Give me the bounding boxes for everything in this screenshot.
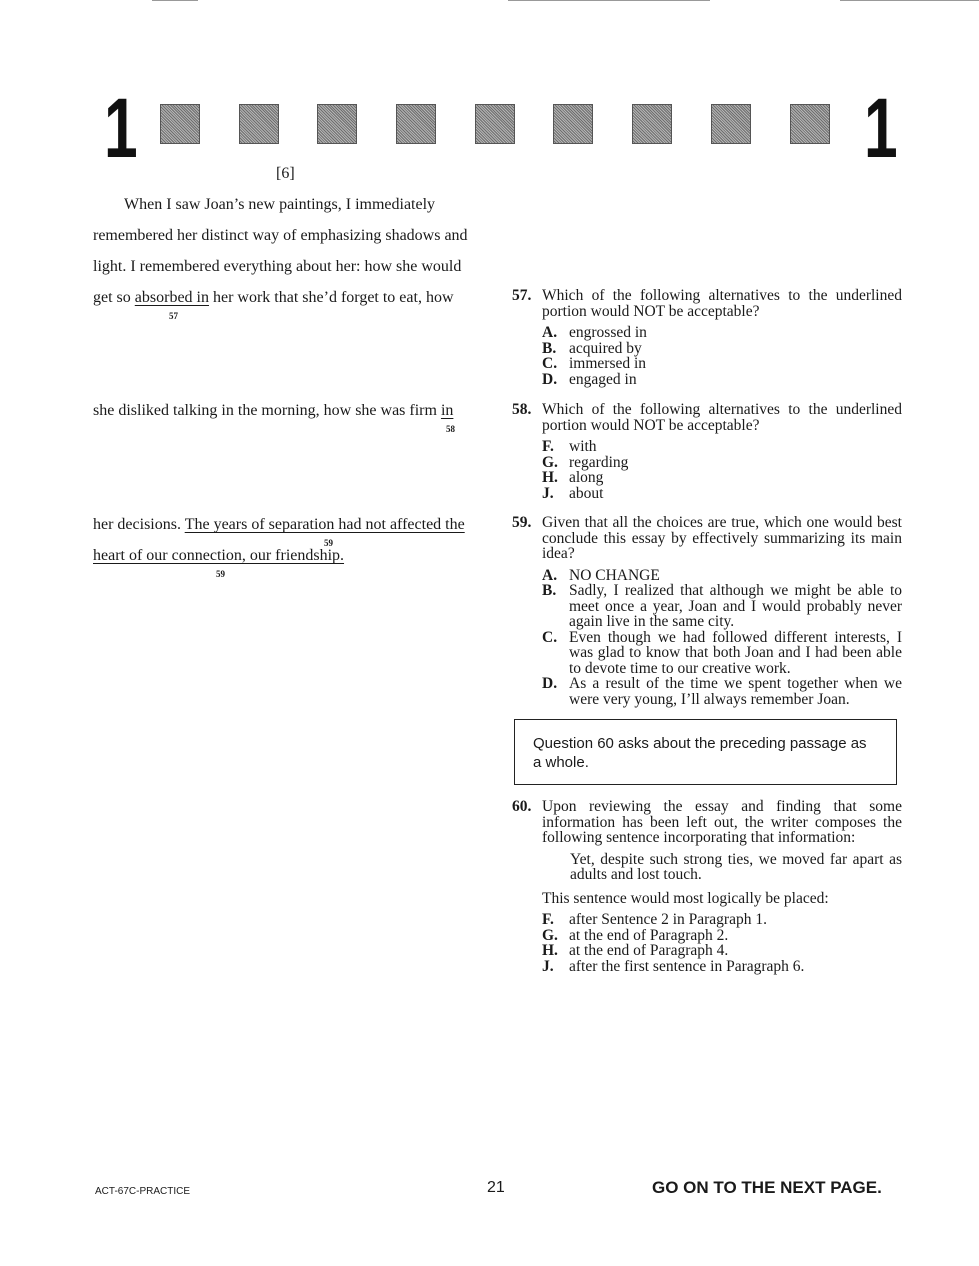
passage-text: her decisions. — [93, 516, 185, 533]
answer-option[interactable] — [542, 356, 902, 372]
option-letter: J. — [542, 484, 554, 502]
header-block — [711, 104, 751, 144]
option-text: with — [569, 438, 597, 455]
option-letter: G. — [542, 453, 558, 471]
option-letter: H. — [542, 942, 558, 959]
passage-line-2: remembered her distinct way of emphasizing shadows and — [93, 227, 468, 244]
passage-whole-notice: Question 60 asks about the preceding passage as a whole. — [514, 719, 897, 785]
option-text: about — [569, 484, 604, 502]
question-60 — [512, 799, 902, 974]
answer-option[interactable] — [542, 372, 902, 388]
underlined-portion-58: in — [440, 402, 454, 419]
section-number-left: 1 — [104, 81, 138, 175]
option-letter: D. — [542, 675, 558, 692]
underline-marker-57: 57 — [169, 311, 178, 321]
question-stem: Which of the following alternatives to the underlined portion would NOT be acceptable? — [542, 401, 902, 434]
option-letter: A. — [542, 566, 558, 584]
answer-option[interactable] — [542, 676, 902, 707]
header-block — [475, 104, 515, 144]
header-block — [239, 104, 279, 144]
answer-option[interactable] — [542, 341, 902, 357]
answer-option[interactable] — [542, 470, 902, 486]
option-letter: J. — [542, 957, 554, 975]
inserted-sentence: Yet, despite such strong ties, we moved far apart as adults and lost touch. — [570, 850, 902, 883]
answer-option[interactable] — [542, 439, 902, 455]
header-block — [553, 104, 593, 144]
underlined-portion-59: The years of separation had not affected the — [184, 516, 465, 533]
question-number: 58. — [512, 401, 532, 418]
question-number: 59. — [512, 514, 532, 531]
answer-option[interactable] — [542, 943, 902, 959]
underline-marker-59: 59 — [216, 569, 225, 579]
top-rule-middle — [508, 0, 710, 1]
option-text: Even though we had followed different interests, I was glad to know that both Joan and I had been able to devote time to our creative work. — [569, 628, 902, 677]
question-stem: Given that all the choices are true, which one would best conclude this essay by effectively summarizing its main idea? — [542, 514, 902, 562]
option-letter: D. — [542, 370, 558, 388]
option-letter: F. — [542, 911, 554, 928]
option-text: acquired by — [569, 339, 642, 357]
question-number: 60. — [512, 798, 532, 815]
answer-option[interactable] — [542, 928, 902, 944]
header-block — [790, 104, 830, 144]
header-block — [396, 104, 436, 144]
answer-option[interactable] — [542, 486, 902, 502]
option-text: at the end of Paragraph 4. — [569, 942, 729, 959]
next-page-notice: GO ON TO THE NEXT PAGE. — [652, 1178, 882, 1197]
question-57 — [512, 288, 902, 387]
answer-option[interactable] — [542, 959, 902, 975]
question-59 — [512, 515, 902, 707]
option-letter: H. — [542, 469, 558, 486]
answer-option[interactable] — [542, 912, 902, 928]
option-text: along — [569, 469, 604, 486]
question-58 — [512, 402, 902, 501]
passage-line-1: When I saw Joan’s new paintings, I immediately — [124, 196, 436, 213]
top-rule-left — [152, 0, 198, 1]
answer-option[interactable] — [542, 630, 902, 677]
underline-marker-58: 58 — [446, 424, 455, 434]
passage-line-6 — [93, 516, 465, 534]
answer-option[interactable] — [542, 325, 902, 341]
option-letter: G. — [542, 926, 558, 944]
passage-line-4 — [93, 289, 454, 307]
header-block — [160, 104, 200, 144]
option-text: immersed in — [569, 355, 647, 372]
option-text: NO CHANGE — [569, 566, 660, 584]
underlined-portion-59: heart of our connection, our friendship. — [93, 547, 345, 564]
underline-marker-59: 59 — [324, 538, 333, 548]
option-text: engrossed in — [569, 324, 647, 341]
question-number: 57. — [512, 287, 532, 304]
answer-option[interactable] — [542, 455, 902, 471]
passage-line-5 — [93, 402, 453, 420]
underlined-portion-57: absorbed in — [134, 289, 209, 306]
page-number: 21 — [487, 1179, 505, 1196]
option-text: engaged in — [569, 370, 637, 388]
top-rule-right — [840, 0, 979, 1]
form-code: ACT-67C-PRACTICE — [95, 1186, 191, 1197]
question-stem: Upon reviewing the essay and finding that some information has been left out, the writer composes the following sentence incorporating that information: — [542, 798, 902, 846]
section-header-blocks — [160, 104, 830, 144]
section-number-right: 1 — [864, 81, 898, 175]
option-text: regarding — [569, 453, 629, 471]
option-text: at the end of Paragraph 2. — [569, 926, 729, 944]
option-text: Sadly, I realized that although we might be able to meet once a year, Joan and I would probably never again live in the same city. — [569, 582, 902, 630]
passage-text: her work that she’d forget to eat, how — [208, 289, 454, 306]
option-letter: C. — [542, 628, 558, 646]
option-text: As a result of the time we spent together when we were very young, I’ll always remember Joan. — [569, 675, 902, 708]
question-stem: Which of the following alternatives to the underlined portion would NOT be acceptable? — [542, 287, 902, 320]
option-text: after Sentence 2 in Paragraph 1. — [569, 911, 767, 928]
question-prompt: This sentence would most logically be placed: — [542, 889, 829, 907]
passage-line-3: light. I remembered everything about her: how she would — [93, 258, 462, 275]
passage-text: she disliked talking in the morning, how she was firm — [93, 402, 441, 419]
header-block — [317, 104, 357, 144]
paragraph-label: [6] — [276, 165, 295, 182]
option-letter: B. — [542, 582, 557, 599]
option-letter: A. — [542, 324, 558, 341]
option-letter: C. — [542, 355, 558, 372]
option-letter: B. — [542, 339, 557, 357]
passage-text: get so — [93, 289, 135, 306]
passage-line-7 — [93, 547, 344, 565]
answer-option[interactable] — [542, 583, 902, 630]
header-block — [632, 104, 672, 144]
answer-option[interactable] — [542, 568, 902, 584]
option-text: after the first sentence in Paragraph 6. — [569, 957, 805, 975]
option-letter: F. — [542, 438, 554, 455]
